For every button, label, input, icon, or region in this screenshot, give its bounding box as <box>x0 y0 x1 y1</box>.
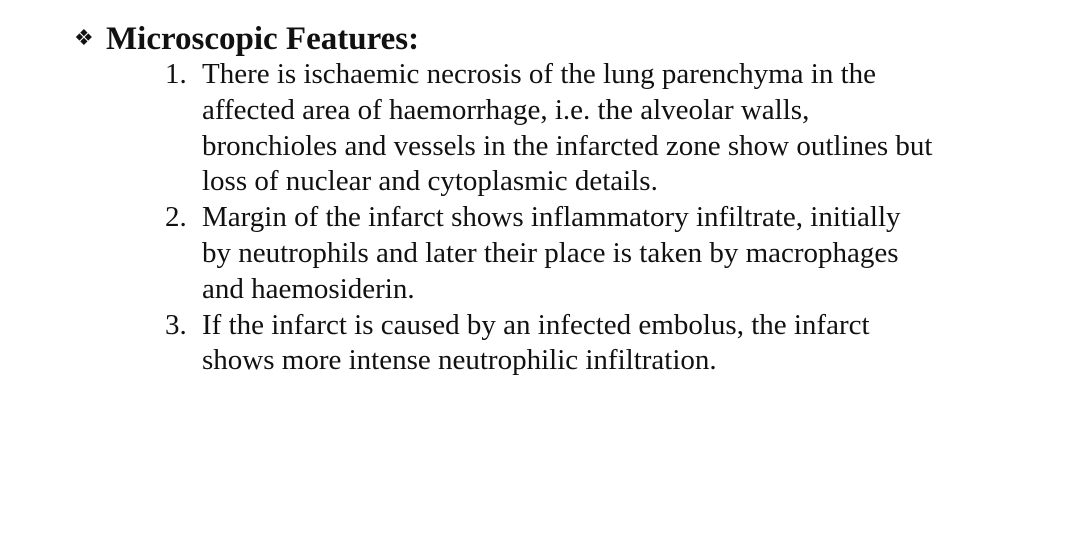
item-text <box>202 57 1025 200</box>
features-list <box>165 57 1025 379</box>
item-line: If the infarct is caused by an infected embolus, the infarct <box>202 308 870 341</box>
item-line: by neutrophils and later their place is taken by macrophages <box>202 236 899 269</box>
item-number: 2. <box>165 201 187 234</box>
section-title: Microscopic Features: <box>106 21 420 57</box>
item-line: There is ischaemic necrosis of the lung parenchyma in the <box>202 58 877 90</box>
item-line: loss of nuclear and cytoplasmic details. <box>202 165 658 198</box>
item-number: 1. <box>165 58 187 90</box>
list-item-1 <box>165 57 1025 200</box>
item-text <box>202 308 1025 380</box>
item-text <box>202 200 1025 307</box>
item-line: bronchioles and vessels in the infarcted zone show outlines but <box>202 129 933 162</box>
section-heading <box>74 20 419 58</box>
item-line: Margin of the infarct shows inflammatory infiltrate, initially <box>202 201 901 234</box>
list-item-3 <box>165 308 1025 380</box>
four-diamond-bullet-icon: ❖ <box>74 26 94 51</box>
item-line: shows more intense neutrophilic infiltration. <box>202 344 717 377</box>
item-line: and haemosiderin. <box>202 272 415 305</box>
item-line: affected area of haemorrhage, i.e. the alveolar walls, <box>202 93 810 126</box>
list-item-2 <box>165 200 1025 307</box>
item-number: 3. <box>165 308 187 341</box>
